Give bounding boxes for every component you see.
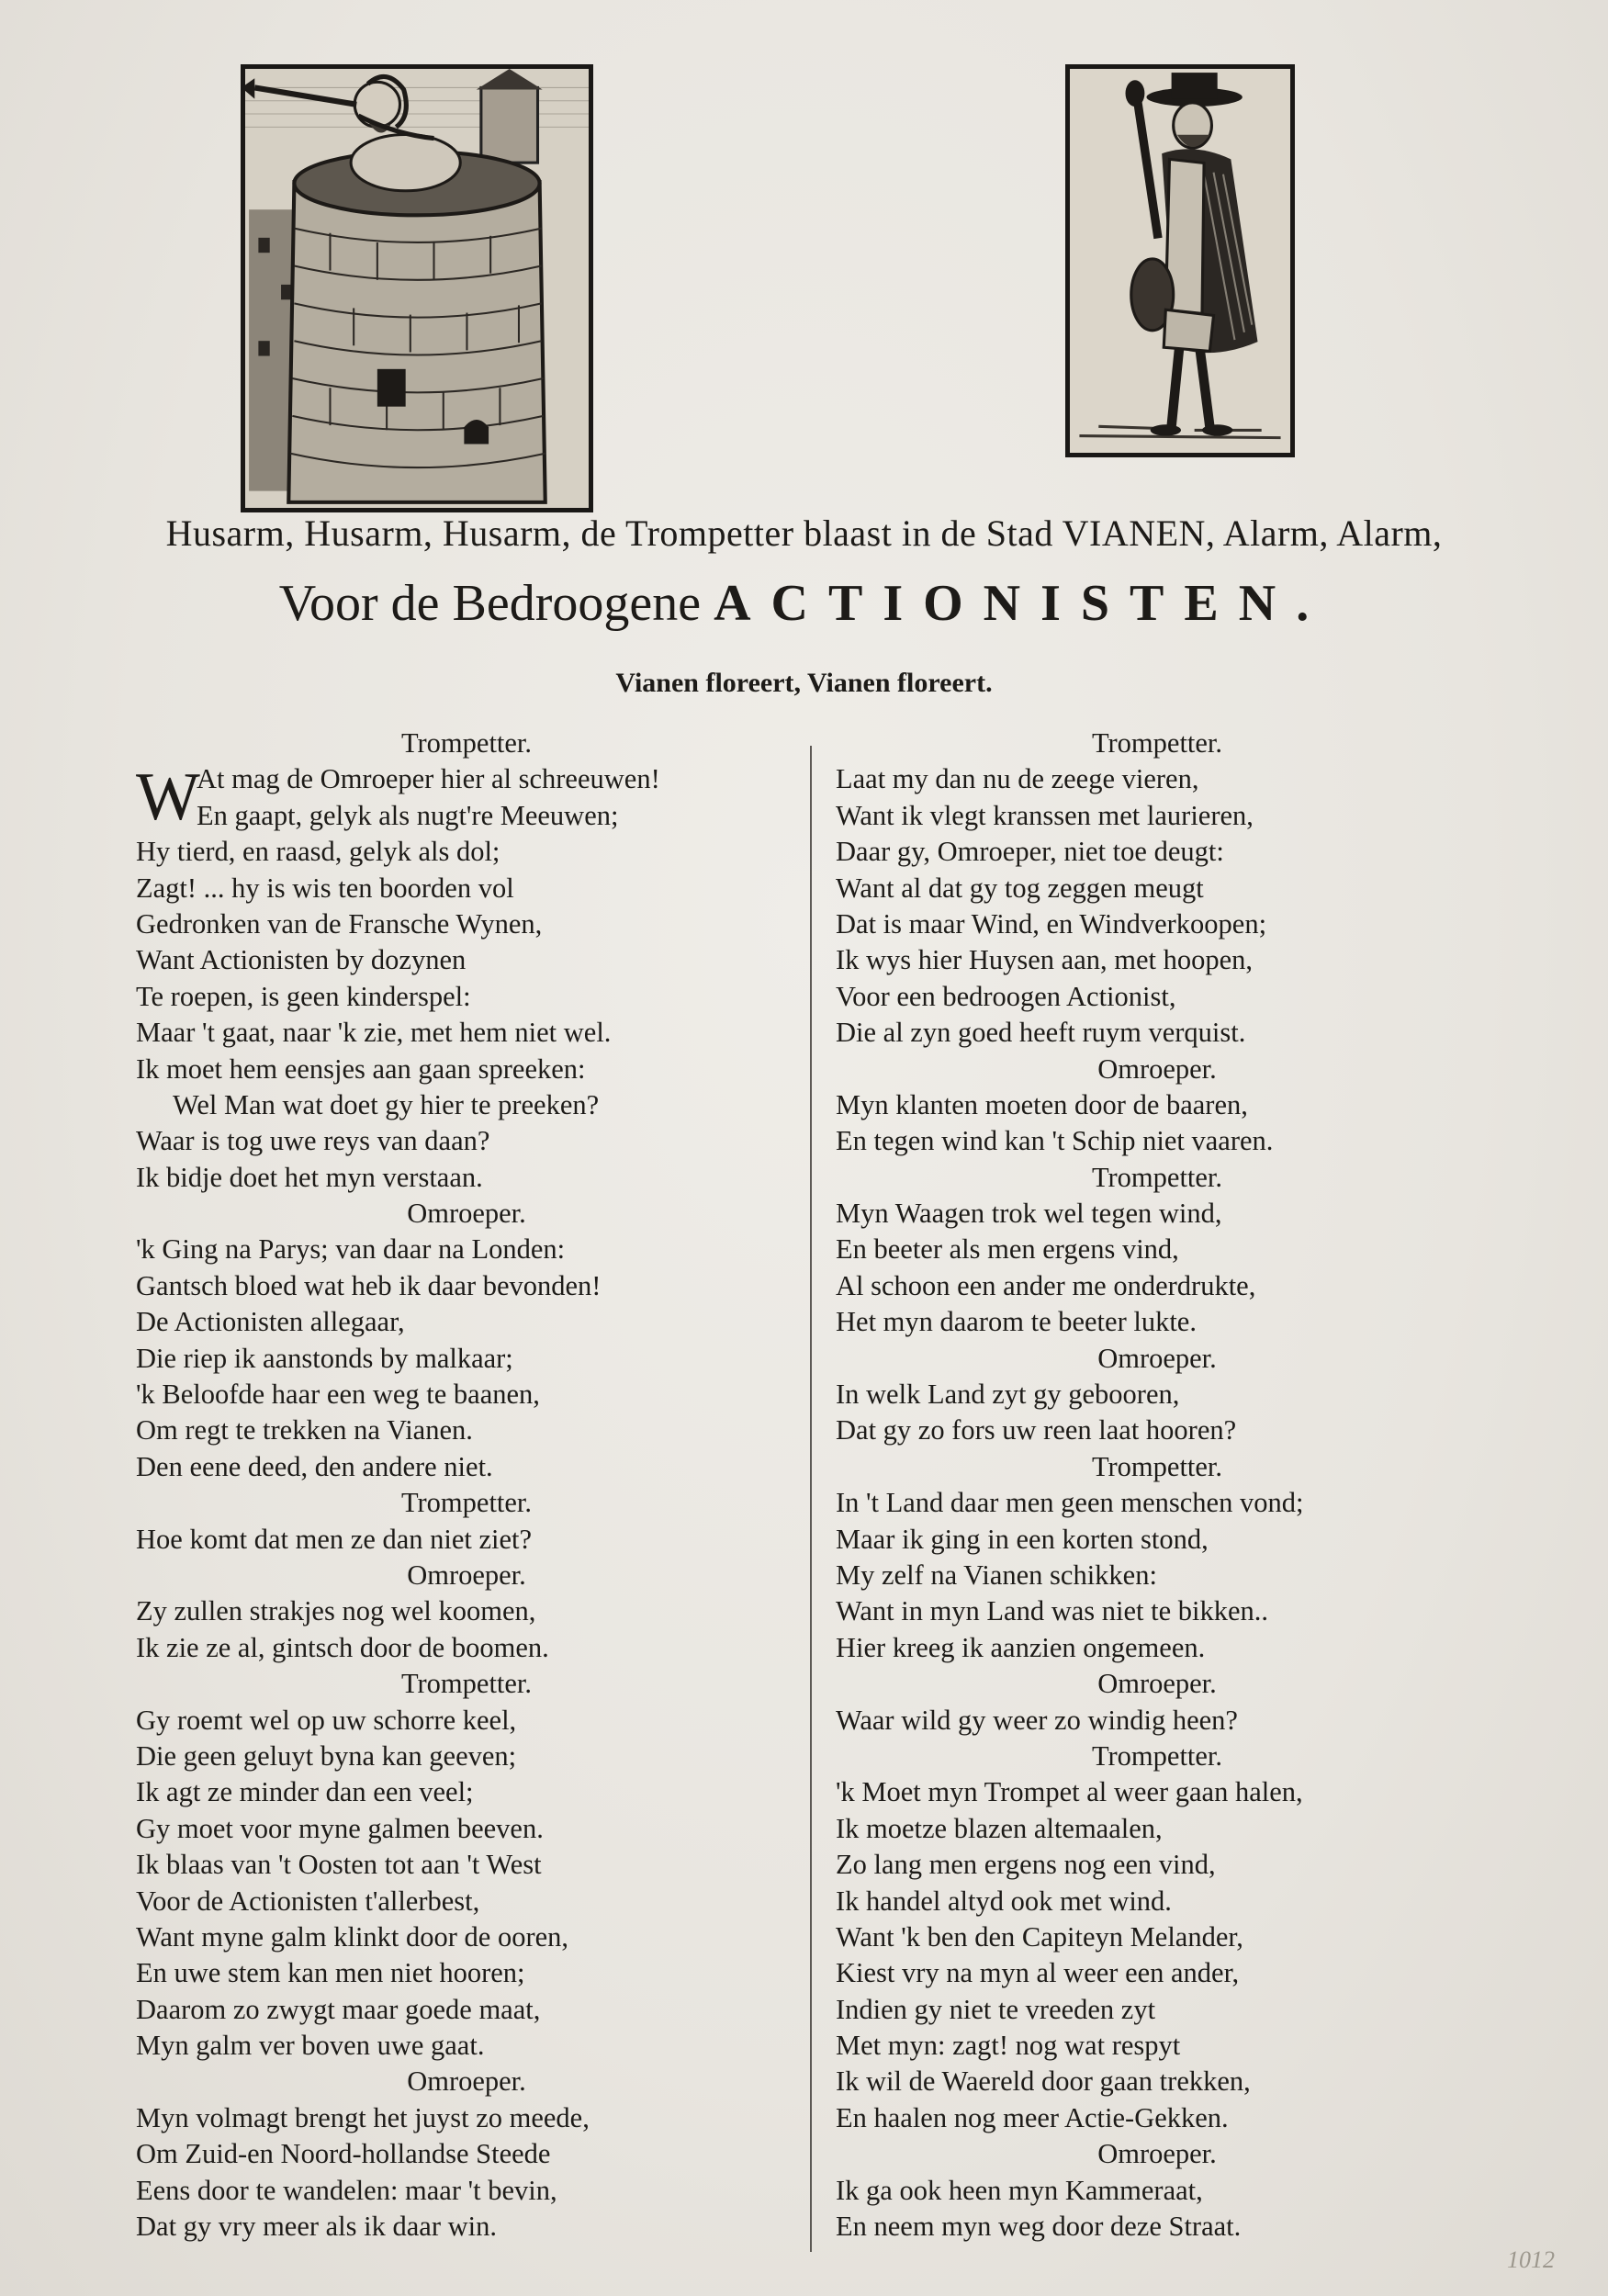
verse-line: Waar is tog uwe reys van daan?: [136, 1125, 490, 1157]
speaker-label: Omroeper.: [1097, 1342, 1217, 1374]
verse-line: In welk Land zyt gy gebooren,: [836, 1379, 1180, 1411]
title-line-2-lead: Voor de Bedroogene: [278, 575, 702, 632]
verse-line: Die geen geluyt byna kan geeven;: [136, 1739, 517, 1772]
verse-line: Indien gy niet te vreeden zyt: [836, 1993, 1156, 2025]
verse-line: Hier kreeg ik aanzien ongemeen.: [836, 1631, 1206, 1663]
verse-line: Eens door te wandelen: maar 't bevin,: [136, 2174, 557, 2206]
verse-line: Want al dat gy tog zeggen meugt: [836, 872, 1204, 904]
verse-line: Daarom zo zwygt maar goede maat,: [136, 1993, 541, 2025]
verse-line: Voor een bedroogen Actionist,: [836, 980, 1176, 1012]
speaker-label: Omroeper.: [1097, 2138, 1217, 2170]
verse-line: 'k Ging na Parys; van daar na Londen:: [136, 1233, 566, 1266]
verse-line: Die riep ik aanstonds by malkaar;: [136, 1342, 513, 1374]
verse-line: Ik moetze blazen altemaalen,: [836, 1812, 1163, 1844]
verse-line: De Actionisten allegaar,: [136, 1306, 405, 1338]
verse-line: Om regt te trekken na Vianen.: [136, 1414, 473, 1446]
town-crier-woodcut: [1065, 64, 1295, 457]
verse-line: Ik handel altyd ook met wind.: [836, 1885, 1172, 1917]
verse-line: Hy tierd, en raasd, gelyk als dol;: [136, 836, 500, 868]
speaker-label: Omroeper.: [407, 1198, 526, 1230]
title-line-2-caps: ACTIONISTEN.: [714, 575, 1330, 632]
verse-line: En beeter als men ergens vind,: [836, 1233, 1179, 1266]
verse-line: Waar wild gy weer zo windig heen?: [836, 1704, 1238, 1736]
verse-line: At mag de Omroeper hier al schreeuwen!: [197, 763, 660, 795]
verse-line: Voor de Actionisten t'allerbest,: [136, 1885, 480, 1917]
verse-line: In 't Land daar men geen menschen vond;: [836, 1487, 1304, 1519]
verse-line: Zagt! ... hy is wis ten boorden vol: [136, 872, 514, 904]
verse-line: En haalen nog meer Actie-Gekken.: [836, 2101, 1229, 2133]
verse-line: Ik zie ze al, gintsch door de boomen.: [136, 1631, 549, 1663]
verse-line: Myn Waagen trok wel tegen wind,: [836, 1198, 1222, 1230]
verse-line: Zo lang men ergens nog een vind,: [836, 1849, 1216, 1881]
verse-line: Gy moet voor myne galmen beeven.: [136, 1812, 544, 1844]
verse-line: 'k Moet myn Trompet al weer gaan halen,: [836, 1776, 1303, 1808]
verse-line: Myn galm ver boven uwe gaat.: [136, 2030, 485, 2062]
left-verse-lines: [136, 798, 797, 2245]
verse-line: Den eene deed, den andere niet.: [136, 1450, 493, 1482]
title-line-2: [0, 574, 1608, 633]
verse-line: Want myne galm klinkt door de ooren,: [136, 1920, 569, 1953]
column-divider: [810, 746, 812, 2252]
verse-line: My zelf na Vianen schikken:: [836, 1559, 1157, 1591]
verse-line: Het myn daarom te beeter lukte.: [836, 1306, 1197, 1338]
verse-line: Ik wil de Waereld door gaan trekken,: [836, 2065, 1251, 2098]
verse-line: Dat is maar Wind, en Windverkoopen;: [836, 907, 1267, 940]
folio-number: 1012: [1507, 2246, 1555, 2273]
verse-line: Gedronken van de Fransche Wynen,: [136, 907, 543, 940]
verse-line: Daar gy, Omroeper, niet toe deugt:: [836, 836, 1224, 868]
speaker-label: Trompetter.: [1091, 727, 1223, 759]
speaker-label: Trompetter.: [1091, 1161, 1223, 1193]
speaker-label: Omroeper.: [407, 1559, 526, 1591]
verse-line: Want in myn Land was niet te bikken..: [836, 1595, 1269, 1627]
verse-line: En gaapt, gelyk als nugt're Meeuwen;: [197, 799, 619, 831]
verse-line: Want 'k ben den Capiteyn Melander,: [836, 1920, 1243, 1953]
verse-line: Maar ik ging in een korten stond,: [836, 1523, 1209, 1555]
verse-line: Met myn: zagt! nog wat respyt: [836, 2030, 1181, 2062]
right-verse-column: [836, 726, 1479, 2245]
verse-line: Ik agt ze minder dan een veel;: [136, 1776, 474, 1808]
verse-line: 'k Beloofde haar een weg te baanen,: [136, 1379, 540, 1411]
verse-line: Dat gy zo fors uw reen laat hooren?: [836, 1414, 1237, 1446]
verse-line: Al schoon een ander me onderdrukte,: [836, 1269, 1256, 1301]
verse-line: En uwe stem kan men niet hooren;: [136, 1957, 525, 1989]
verse-line: Kiest vry na myn al weer een ander,: [836, 1957, 1240, 1989]
left-verse-column: [136, 726, 797, 2245]
verse-line: Die al zyn goed heeft ruym verquist.: [836, 1017, 1246, 1049]
speaker-label: Omroeper.: [407, 2065, 526, 2098]
speaker-label: Trompetter.: [400, 727, 533, 759]
title-line-3: Vianen floreert, Vianen floreert.: [615, 668, 993, 698]
speaker-label: Trompetter.: [400, 1487, 533, 1519]
verse-line: Want ik vlegt kranssen met laurieren,: [836, 799, 1254, 831]
verse-line: Maar 't gaat, naar 'k zie, met hem niet wel.: [136, 1017, 612, 1049]
verse-line: Zy zullen strakjes nog wel koomen,: [136, 1595, 536, 1627]
woodcut-tower-icon: [245, 69, 589, 508]
verse-line: Om Zuid-en Noord-hollandse Steede: [136, 2138, 551, 2170]
trumpeter-on-tower-woodcut: [241, 64, 593, 512]
verse-line: Myn klanten moeten door de baaren,: [836, 1088, 1248, 1120]
right-verse-lines: [836, 726, 1479, 2245]
verse-line: En neem myn weg door deze Straat.: [836, 2211, 1242, 2243]
speaker-label: Trompetter.: [1091, 1450, 1223, 1482]
speaker-label: Trompetter.: [1091, 1739, 1223, 1772]
verse-line: Ik wys hier Huysen aan, met hoopen,: [836, 944, 1254, 976]
verse-line: Ik bidje doet het myn verstaan.: [136, 1161, 483, 1193]
verse-line: En tegen wind kan 't Schip niet vaaren.: [836, 1125, 1274, 1157]
verse-line: Myn volmagt brengt het juyst zo meede,: [136, 2101, 590, 2133]
speaker-label: Omroeper.: [1097, 1052, 1217, 1085]
verse-line: Ik blaas van 't Oosten tot aan 't West: [136, 1849, 542, 1881]
verse-line: Gantsch bloed wat heb ik daar bevonden!: [136, 1269, 602, 1301]
verse-line: Hoe komt dat men ze dan niet ziet?: [136, 1523, 533, 1555]
title-line-1: Husarm, Husarm, Husarm, de Trompetter blaast in de Stad VIANEN, Alarm, Alarm,: [165, 512, 1443, 554]
verse-line: Wel Man wat doet gy hier te preeken?: [173, 1088, 600, 1120]
verse-line: Want Actionisten by dozynen: [136, 944, 467, 976]
verse-line: Te roepen, is geen kinderspel:: [136, 980, 471, 1012]
verse-line: Ik moet hem eensjes aan gaan spreeken:: [136, 1052, 586, 1085]
verse-line: Laat my dan nu de zeege vieren,: [836, 763, 1199, 795]
drop-capital: W: [136, 760, 200, 836]
verse-line: Ik ga ook heen myn Kammeraat,: [836, 2174, 1203, 2206]
verse-line: Dat gy vry meer als ik daar win.: [136, 2211, 497, 2243]
speaker-label: Omroeper.: [1097, 1668, 1217, 1700]
verse-line: Gy roemt wel op uw schorre keel,: [136, 1704, 517, 1736]
speaker-label: Trompetter.: [400, 1668, 533, 1700]
woodcut-crier-icon: [1070, 69, 1290, 453]
